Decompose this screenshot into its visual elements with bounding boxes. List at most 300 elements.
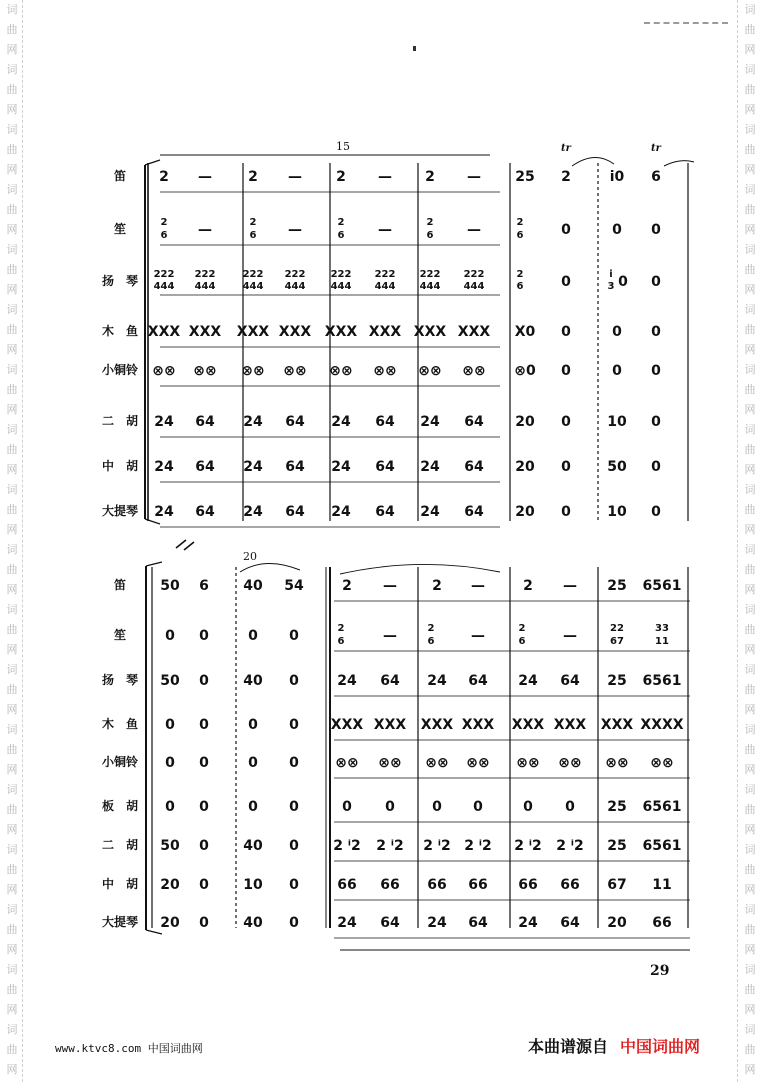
watermark-char: 曲 [744,1043,756,1056]
watermark-char: 曲 [744,23,756,36]
watermark-char: 网 [6,283,18,296]
watermark-char: 曲 [6,563,18,576]
chord-top: 222 [330,269,352,280]
note: ⊗⊗ [418,363,442,379]
watermark-char: 网 [744,523,756,536]
note: 64 [464,504,484,520]
note: 0 [289,628,299,644]
note: — [467,169,481,185]
note: — [198,169,212,185]
watermark-char: 词 [744,1023,756,1036]
watermark-char: 网 [6,883,18,896]
watermark-char: 网 [6,103,18,116]
chord-bottom: 11 [655,636,669,647]
chord-top: 2 [518,623,526,634]
note: 0 [289,838,299,854]
watermark-char: 曲 [6,83,18,96]
note: 0 [289,799,299,815]
watermark-char: 词 [6,663,18,676]
note: 0 [523,799,533,815]
chord-top: 2 [337,217,345,228]
note: 24 [337,673,357,689]
note: 0 [561,324,571,340]
note: ⊗⊗ [425,755,449,771]
chord-top: 222 [242,269,264,280]
watermark-char: 词 [6,123,18,136]
watermark-char: 曲 [6,203,18,216]
note: — [467,222,481,238]
watermark-char: 网 [744,643,756,656]
chord-bottom: 444 [419,281,441,292]
watermark-char: 词 [6,243,18,256]
note: 0 [618,274,628,290]
credit-text: 本曲谱源自 [528,1037,609,1056]
watermark-char: 词 [6,3,18,16]
note: 0 [651,274,661,290]
chord-bottom: 6 [160,230,168,241]
note: 0 [165,799,175,815]
watermark-char: 网 [6,943,18,956]
note: ⊗0 [514,363,536,379]
page-number: 29 [650,963,670,979]
watermark-char: 网 [744,583,756,596]
note: 24 [154,414,174,430]
note: 0 [561,363,571,379]
watermark-char: 网 [6,43,18,56]
chord-top: 2 [427,623,435,634]
note: 24 [243,414,263,430]
instrument-label: 笛 [113,169,127,183]
chord-bottom: 444 [153,281,175,292]
note: ⊗⊗ [373,363,397,379]
watermark-char: 网 [6,403,18,416]
instrument-label: 小铜铃 [101,363,139,377]
watermark-char: 词 [744,123,756,136]
note: 0 [199,673,209,689]
note: 10 [607,504,627,520]
note: 64 [375,504,395,520]
note: 0 [651,324,661,340]
note: 6 [199,578,209,594]
watermark-char: 曲 [6,803,18,816]
watermark-char: 曲 [6,143,18,156]
note: 67 [607,877,627,893]
watermark-char: 词 [744,723,756,736]
note: 25 [607,673,627,689]
watermark-char: 曲 [744,323,756,336]
note: 66 [652,915,672,931]
note: 50 [160,838,180,854]
chord-bottom: 444 [284,281,306,292]
note: 0 [199,877,209,893]
chord-top: 222 [419,269,441,280]
note: 2 [561,169,571,185]
watermark-char: 词 [744,363,756,376]
watermark-char: 词 [744,783,756,796]
note: 6561 [642,799,682,815]
note: 64 [195,414,215,430]
note: XXX [457,324,491,340]
credit-brand[interactable]: 中国词曲网 [620,1037,701,1056]
watermark-char: 曲 [6,443,18,456]
tie-arc [340,564,500,574]
note: 0 [561,504,571,520]
note: 2 ⁱ2 [514,838,542,854]
watermark-char: 曲 [744,503,756,516]
measure-number: 20 [243,550,257,563]
note: 2 [248,169,258,185]
watermark-char: 网 [6,703,18,716]
chord-bottom: 6 [427,636,435,647]
watermark-char: 词 [6,483,18,496]
tie-arc [664,161,694,166]
chord-bottom: 6 [518,636,526,647]
note: 25 [515,169,535,185]
note: 6 [651,169,661,185]
note: — [288,169,302,185]
chord-bottom: 6 [249,230,257,241]
chord-top: 222 [153,269,175,280]
note: 0 [561,414,571,430]
instrument-label: 木 鱼 [101,324,139,338]
note: XXXX [640,717,684,733]
note: ⊗⊗ [516,755,540,771]
note: ⊗⊗ [466,755,490,771]
note: 20 [515,504,535,520]
note: 0 [248,755,258,771]
note: 24 [337,915,357,931]
note: 24 [243,504,263,520]
note: 10 [243,877,263,893]
watermark-char: 曲 [6,743,18,756]
watermark-char: 曲 [744,863,756,876]
note: ⊗⊗ [378,755,402,771]
watermark-char: 词 [744,303,756,316]
instrument-label: 扬 琴 [101,274,139,288]
note: 64 [285,414,305,430]
note: XXX [324,324,358,340]
note: — [471,628,485,644]
trill-mark: tr [651,143,661,154]
watermark-char: 词 [744,3,756,16]
note: 64 [285,504,305,520]
note: 2 ⁱ2 [333,838,361,854]
watermark-char: 曲 [6,623,18,636]
note: — [383,628,397,644]
note: 0 [289,673,299,689]
watermark-char: 曲 [744,803,756,816]
note: — [563,578,577,594]
watermark-char: 曲 [6,383,18,396]
watermark-char: 曲 [744,623,756,636]
note: 6561 [642,673,682,689]
instrument-label: 笛 [113,578,127,592]
watermark-char: 词 [6,303,18,316]
watermark-char: 词 [6,603,18,616]
chord-bottom: 444 [194,281,216,292]
chord-top: i [609,269,613,280]
watermark-char: 网 [744,943,756,956]
note: ⊗⊗ [283,363,307,379]
note: 0 [199,717,209,733]
note: XXX [147,324,181,340]
note: XXX [420,717,454,733]
note: 64 [464,459,484,475]
note: 64 [375,414,395,430]
note: 0 [199,799,209,815]
note: 66 [468,877,488,893]
chord-bottom: 6 [337,636,345,647]
note: 0 [248,717,258,733]
watermark-char: 词 [744,543,756,556]
note: 0 [473,799,483,815]
chord-top: 222 [374,269,396,280]
note: 11 [652,877,672,893]
chord-top: 2 [337,623,345,634]
note: 66 [427,877,447,893]
chord-top: 2 [516,217,524,228]
watermark-char: 曲 [744,923,756,936]
watermark-char: 网 [744,163,756,176]
note: 24 [427,915,447,931]
trill-mark: tr [561,143,571,154]
note: XXX [600,717,634,733]
watermark-char: 网 [744,763,756,776]
note: 10 [607,414,627,430]
note: 25 [607,799,627,815]
chord-bottom: 3 [607,281,615,292]
watermark-char: 曲 [744,383,756,396]
note: 6561 [642,578,682,594]
chord-top: 2 [249,217,257,228]
note: 66 [560,877,580,893]
source-url[interactable]: www.ktvc8.com 中国词曲网 [55,1042,203,1055]
note: 0 [561,459,571,475]
instrument-label: 小铜铃 [101,755,139,769]
note: 24 [518,915,538,931]
watermark-char: 曲 [6,323,18,336]
note: 66 [518,877,538,893]
note: XXX [330,717,364,733]
note: 64 [375,459,395,475]
watermark-char: 网 [744,343,756,356]
note: 24 [331,414,351,430]
note: 0 [248,628,258,644]
chord-top: 222 [463,269,485,280]
note: ⊗⊗ [650,755,674,771]
note: 24 [154,504,174,520]
note: X0 [514,324,536,340]
note: 20 [160,915,180,931]
watermark-char: 词 [744,603,756,616]
chord-bottom: 67 [610,636,624,647]
note: 2 ⁱ2 [376,838,404,854]
note: 20 [607,915,627,931]
note: ⊗⊗ [335,755,359,771]
watermark-char: 词 [744,483,756,496]
note: 24 [154,459,174,475]
note: 24 [420,459,440,475]
note: ⊗⊗ [241,363,265,379]
instrument-label: 大提琴 [101,915,139,929]
watermark-char: 网 [744,823,756,836]
note: 0 [432,799,442,815]
watermark-char: 网 [6,463,18,476]
watermark-char: 网 [6,1003,18,1016]
chord-bottom: 444 [463,281,485,292]
note: 24 [331,504,351,520]
watermark-char: 网 [744,283,756,296]
chord-bottom: 6 [426,230,434,241]
note: 64 [380,915,400,931]
watermark-char: 词 [744,663,756,676]
watermark-char: 曲 [6,983,18,996]
watermark-char: 网 [744,703,756,716]
watermark-char: 曲 [744,203,756,216]
watermark-char: 词 [6,1023,18,1036]
note: 0 [651,414,661,430]
watermark-char: 网 [6,643,18,656]
note: 64 [195,504,215,520]
note: 0 [651,222,661,238]
instrument-label: 板 胡 [101,799,139,813]
note: 24 [420,414,440,430]
note: 0 [289,755,299,771]
note: 0 [165,717,175,733]
watermark-char: 曲 [744,143,756,156]
instrument-label: 笙 [113,222,127,236]
note: 0 [612,363,622,379]
note: i0 [609,169,625,185]
watermark-char: 曲 [6,923,18,936]
watermark-char: 网 [744,403,756,416]
instrument-label: 大提琴 [101,504,139,518]
watermark-char: 网 [6,583,18,596]
watermark-char: 曲 [744,83,756,96]
note: 64 [380,673,400,689]
watermark-char: 词 [6,903,18,916]
note: 0 [612,324,622,340]
tie-arc [572,157,614,166]
note: 2 [336,169,346,185]
chord-bottom: 444 [374,281,396,292]
note: 66 [337,877,357,893]
watermark-char: 词 [6,723,18,736]
measure-number: 15 [336,140,350,153]
instrument-label: 二 胡 [101,414,139,428]
watermark-char: 曲 [6,683,18,696]
note: 25 [607,838,627,854]
note: — [378,222,392,238]
note: 2 ⁱ2 [556,838,584,854]
instrument-label: 二 胡 [101,838,139,852]
note: ⊗⊗ [462,363,486,379]
note: 64 [560,915,580,931]
note: 2 [432,578,442,594]
note: 0 [342,799,352,815]
watermark-char: 曲 [744,263,756,276]
watermark-char: 词 [6,63,18,76]
chord-top: 2 [426,217,434,228]
note: — [288,222,302,238]
instrument-label: 笙 [113,628,127,642]
caesura-mark [176,540,194,550]
watermark-char: 词 [6,543,18,556]
watermark-char: 曲 [6,503,18,516]
note: 0 [561,274,571,290]
chord-top: 222 [284,269,306,280]
note: 2 ⁱ2 [423,838,451,854]
watermark-char: 网 [6,163,18,176]
note: XXX [278,324,312,340]
note: — [378,169,392,185]
watermark-char: 网 [6,823,18,836]
note: 2 [425,169,435,185]
note: ⊗⊗ [558,755,582,771]
note: 40 [243,838,263,854]
note: XXX [373,717,407,733]
watermark-char: 网 [744,43,756,56]
chord-top: 222 [194,269,216,280]
note: 0 [199,915,209,931]
note: XXX [461,717,495,733]
instrument-label: 木 鱼 [101,717,139,731]
chord-bottom: 6 [516,230,524,241]
watermark-char: 曲 [744,563,756,576]
watermark-char: 曲 [6,863,18,876]
note: 20 [515,414,535,430]
note: 0 [561,222,571,238]
watermark-char: 网 [6,763,18,776]
watermark-char: 网 [744,223,756,236]
watermark-char: 曲 [744,743,756,756]
chord-bottom: 6 [516,281,524,292]
note: 0 [289,915,299,931]
note: 0 [651,459,661,475]
watermark-char: 网 [6,1063,18,1076]
note: 54 [284,578,304,594]
note: 0 [565,799,575,815]
note: 64 [468,673,488,689]
note: 0 [385,799,395,815]
note: 64 [560,673,580,689]
note: 0 [199,628,209,644]
note: 50 [607,459,627,475]
note: 25 [607,578,627,594]
watermark-char: 词 [6,843,18,856]
watermark-char: 词 [744,843,756,856]
chord-top: 22 [610,623,624,634]
note: 0 [651,363,661,379]
watermark-char: 词 [744,183,756,196]
watermark-char: 词 [744,963,756,976]
credit-line [528,1034,700,1057]
watermark-char: 网 [744,1063,756,1076]
note: — [471,578,485,594]
chord-top: 33 [655,623,669,634]
note: ⊗⊗ [193,363,217,379]
tie-arc [240,563,300,572]
watermark-char: 词 [6,783,18,796]
note: 0 [199,838,209,854]
note: 0 [248,799,258,815]
watermark-char: 词 [744,63,756,76]
note: 0 [165,628,175,644]
note: XXX [188,324,222,340]
note: — [383,578,397,594]
note: 6561 [642,838,682,854]
note: 0 [612,222,622,238]
